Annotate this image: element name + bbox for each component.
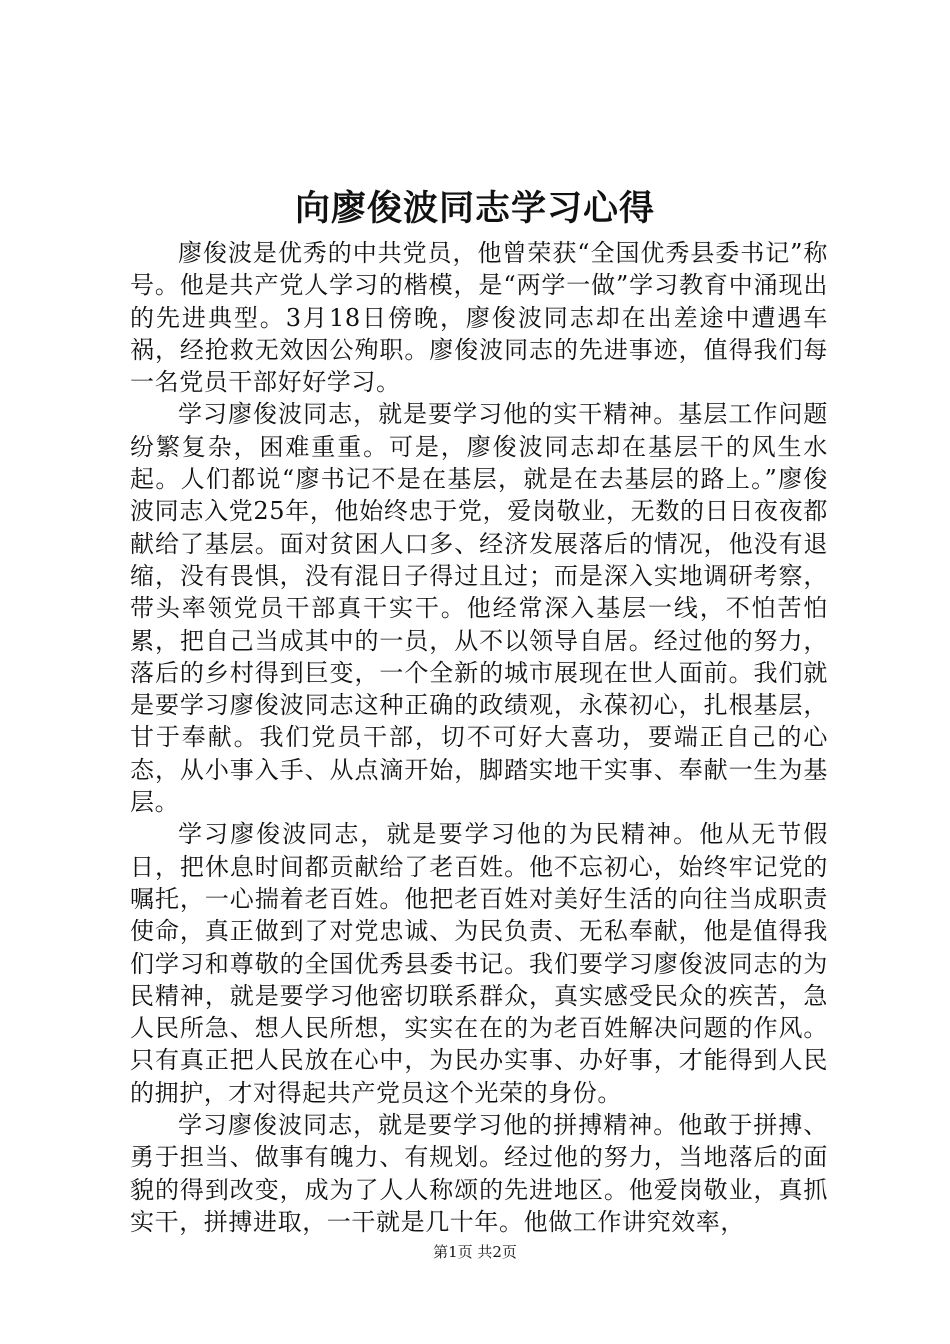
paragraph-practical-spirit: 学习廖俊波同志，就是要学习他的实干精神。基层工作问题纷繁复杂，困难重重。可是，廖俊波同志却在基层干的风生水起。人们都说“廖书记不是在基层，就是在去基层的路上。”廖俊波同志入党25年，他始终忠于党，爱岗敬业，无数的日日夜夜都献给了基层。面对贫困人口多、经济发展落后的情况，他没有退缩，没有畏惧，没有混日子得过且过；而是深入实地调研考察，带头率领党员干部真干实干。他经常深入基层一线，不怕苦怕累，把自己当成其中的一员，从不以领导自居。经过他的努力，落后的乡村得到巨变，一个全新的城市展现在世人面前。我们就是要学习廖俊波同志这种正确的政绩观，永葆初心，扎根基层，甘于奉献。我们党员干部，切不可好大喜功，要端正自己的心态，从小事入手、从点滴开始，脚踏实地干实事、奉献一生为基层。 xyxy=(130,400,828,817)
paragraph-striving-spirit: 学习廖俊波同志，就是要学习他的拼搏精神。他敢于拼搏、勇于担当、做事有魄力、有规划。经过他的努力，当地落后的面貌的得到改变，成为了人人称颂的先进地区。他爱岗敬业，真抓实干，拼搏进取，一干就是几十年。他做工作讲究效率， xyxy=(130,1111,828,1236)
paragraph-intro: 廖俊波是优秀的中共党员，他曾荣获“全国优秀县委书记”称号。他是共产党人学习的楷模，是“两学一做”学习教育中涌现出的先进典型。3月18日傍晚，廖俊波同志却在出差途中遭遇车祸，经抢救无效因公殉职。廖俊波同志的先进事迹，值得我们每一名党员干部好好学习。 xyxy=(130,239,828,397)
page-title: 向廖俊波同志学习心得 xyxy=(294,189,655,229)
paragraph-people-spirit: 学习廖俊波同志，就是要学习他的为民精神。他从无节假日，把休息时间都贡献给了老百姓。他不忘初心，始终牢记党的嘱托，一心揣着老百姓。他把老百姓对美好生活的向往当成职责使命，真正做到了对党忠诚、为民负责、无私奉献，他是值得我们学习和尊敬的全国优秀县委书记。我们要学习廖俊波同志的为民精神，就是要学习他密切联系群众，真实感受民众的疾苦，急人民所急、想人民所想，实实在在的为老百姓解决问题的作风。只有真正把人民放在心中，为民办实事、办好事，才能得到人民的拥护，才对得起共产党员这个光荣的身份。 xyxy=(130,820,828,1107)
page-number-footer: 第1页 共2页 xyxy=(433,1243,517,1261)
document-body xyxy=(130,237,828,1238)
